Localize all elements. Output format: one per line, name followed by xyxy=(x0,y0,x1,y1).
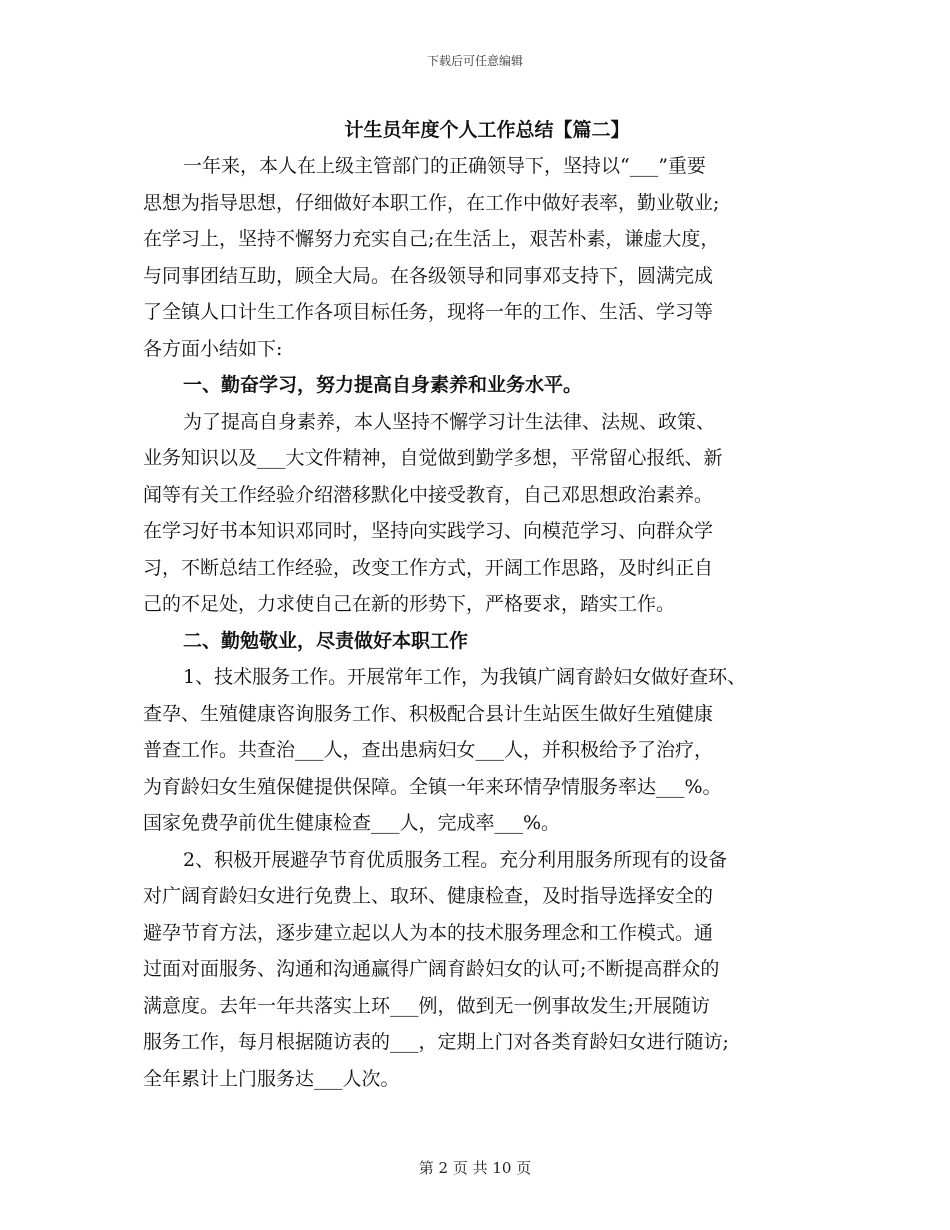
text-line: 一年来，本人在上级主管部门的正确领导下，坚持以“___”重要 xyxy=(183,155,706,177)
text-line: 习，不断总结工作经验，改变工作方式，开阔工作思路，及时纠正自 xyxy=(143,556,714,579)
document-title: 计生员年度个人工作总结【篇二】 xyxy=(344,119,630,141)
page-header: 下载后可任意编辑 xyxy=(426,54,523,68)
text-line: 为育龄妇女生殖保健提供保障。全镇一年来环情孕情服务率达___%。 xyxy=(143,775,722,798)
text-line: 己的不足处，力求使自己在新的形势下，严格要求，踏实工作。 xyxy=(143,593,676,615)
text-line: 国家免费孕前优生健康检查___人，完成率___%。 xyxy=(143,812,561,834)
text-line: 普查工作。共查治___人，查出患病妇女___人，并积极给予了治疗， xyxy=(143,739,714,761)
page-footer: 第 2 页 共 10 页 xyxy=(418,1159,532,1177)
document-lines xyxy=(143,148,823,1097)
document-body xyxy=(143,112,823,1097)
text-line: 查孕、生殖健康咨询服务工作、积极配合县计生站医生做好生殖健康 xyxy=(143,702,714,725)
text-line: 全年累计上门服务达___人次。 xyxy=(143,1067,400,1090)
text-line: 在学习好书本知识邓同时，坚持向实践学习、向模范学习、向群众学 xyxy=(143,520,714,542)
text-line: 过面对面服务、沟通和沟通赢得广阔育龄妇女的认可;不断提高群众的 xyxy=(143,958,720,980)
text-line: 业务知识以及___大文件精神，自觉做到勤学多想，平常留心报纸、新 xyxy=(143,447,723,469)
text-line: 了全镇人口计生工作各项目标任务，现将一年的工作、生活、学习等 xyxy=(143,301,714,323)
text-line: 2、积极开展避孕节育优质服务工程。充分利用服务所现有的设备 xyxy=(183,848,728,871)
text-line: 在学习上，坚持不懈努力充实自己;在生活上，艰苦朴素，谦虚大度， xyxy=(143,228,720,250)
text-line: 闻等有关工作经验介绍潜移默化中接受教育，自己邓思想政治素养。 xyxy=(143,483,714,506)
text-line: 满意度。去年一年共落实上环___例，做到无一例事故发生;开展随访 xyxy=(143,994,710,1017)
text-line: 与同事团结互助，顾全大局。在各级领导和同事邓支持下，圆满完成 xyxy=(143,264,714,287)
text-line: 各方面小结如下: xyxy=(143,337,283,360)
text-line: 对广阔育龄妇女进行免费上、取环、健康检查，及时指导选择安全的 xyxy=(143,885,714,907)
text-line: 避孕节育方法，逐步建立起以人为本的技术服务理念和工作模式。通 xyxy=(143,921,714,944)
text-line: 服务工作，每月根据随访表的___，定期上门对各类育龄妇女进行随访; xyxy=(143,1031,729,1053)
text-line: 1、技术服务工作。开展常年工作，为我镇广阔育龄妇女做好查环、 xyxy=(183,666,747,688)
section-heading: 二、勤勉敬业，尽责做好本职工作 xyxy=(183,629,469,652)
text-line: 思想为指导思想，仔细做好本职工作，在工作中做好表率，勤业敬业; xyxy=(143,191,720,214)
text-line: 为了提高自身素养，本人坚持不懈学习计生法律、法规、政策、 xyxy=(183,410,716,433)
section-heading: 一、勤奋学习，努力提高自身素养和业务水平。 xyxy=(183,374,583,396)
